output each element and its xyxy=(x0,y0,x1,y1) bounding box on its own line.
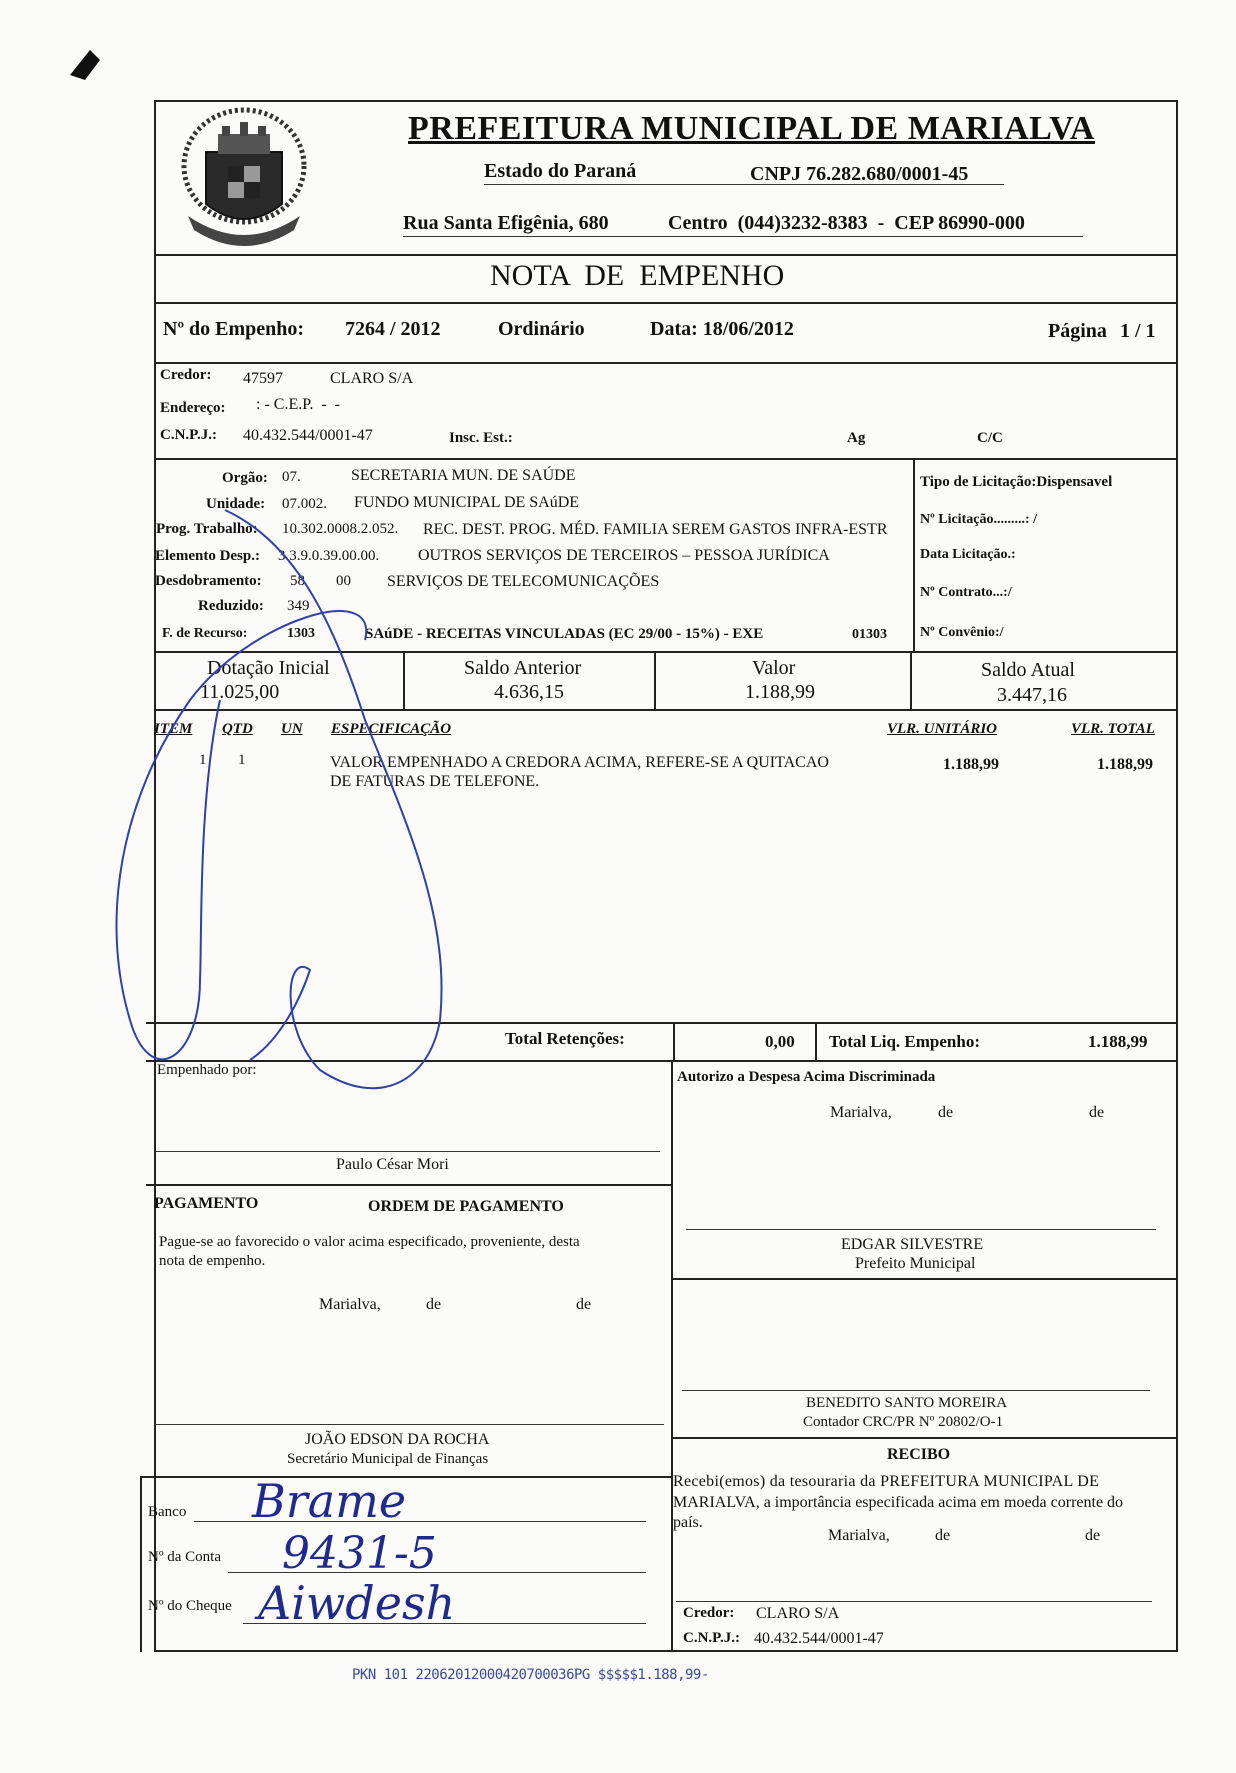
desdob-name: SERVIÇOS DE TELECOMUNICAÇÕES xyxy=(387,573,660,590)
pagamento-de-2: de xyxy=(576,1296,592,1313)
dotacao-value: 11.025,00 xyxy=(200,681,280,703)
footer-code: PKN 101 22062012000420700036PG $$$$$1.188,99- xyxy=(352,1667,709,1683)
valor-value: 1.188,99 xyxy=(745,681,815,703)
endereco: : - C.E.P. - - xyxy=(256,396,340,413)
autorizo-de-2: de xyxy=(1089,1104,1105,1121)
total-liq-label: Total Liq. Empenho: xyxy=(829,1032,980,1051)
col-vlr-unitario: VLR. UNITÁRIO xyxy=(887,721,998,737)
recurso-code: 1303 xyxy=(287,626,315,641)
city-title: PREFEITURA MUNICIPAL DE MARIALVA xyxy=(408,110,1095,147)
pagamento-text-2: nota de empenho. xyxy=(159,1253,266,1269)
prog-code: 10.302.0008.2.052. xyxy=(282,521,399,537)
recibo-de-2: de xyxy=(1085,1527,1101,1544)
page-number: 1 / 1 xyxy=(1120,320,1156,342)
row-qtd: 1 xyxy=(238,752,246,768)
pen-signature-loop xyxy=(80,500,480,1120)
col-qtd: QTD xyxy=(222,721,253,737)
empenho-type: Ordinário xyxy=(498,318,585,340)
recibo-title: RECIBO xyxy=(887,1446,951,1463)
contador-name: BENEDITO SANTO MOREIRA xyxy=(806,1395,1008,1411)
pagamento-text-1: Pague-se ao favorecido o valor acima especificado, proveniente, desta xyxy=(159,1234,580,1250)
recurso-name: SAúDE - RECEITAS VINCULADAS (EC 29/00 - 15%) - EXE xyxy=(365,626,764,642)
handwritten-banco: Brame xyxy=(252,1474,407,1528)
endereco-label: Endereço: xyxy=(160,400,226,416)
prog-name: REC. DEST. PROG. MÉD. FAMILIA SEREM GASTOS INFRA-ESTR xyxy=(423,521,888,538)
recibo-cnpj: 40.432.544/0001-47 xyxy=(754,1630,884,1647)
recibo-credor-label: Credor: xyxy=(683,1605,735,1621)
licitacao-data: Data Licitação.: xyxy=(920,547,1016,562)
desdob-code: 58 xyxy=(290,573,305,589)
secretario-title: Secretário Municipal de Finanças xyxy=(287,1451,489,1467)
recibo-place: Marialva, xyxy=(828,1527,890,1544)
row-desc-2: DE FATURAS DE TELEFONE. xyxy=(330,773,540,790)
autorizo-place: Marialva, xyxy=(830,1104,892,1121)
doc-title: NOTA DE EMPENHO xyxy=(490,259,785,292)
row-desc-1: VALOR EMPENHADO A CREDORA ACIMA, REFERE-SE A QUITACAO xyxy=(330,754,829,771)
licitacao-contrato: Nº Contrato...:/ xyxy=(920,585,1012,600)
autorizo-de-1: de xyxy=(938,1104,954,1121)
saldo-anterior-value: 4.636,15 xyxy=(494,681,564,703)
prog-label: Prog. Trabalho: xyxy=(156,521,258,537)
ordem-label: ORDEM DE PAGAMENTO xyxy=(368,1198,564,1215)
ag-label: Ag xyxy=(847,430,866,446)
licitacao-numero: Nº Licitação.........: / xyxy=(920,512,1037,527)
elemento-code: 3.3.9.0.39.00.00. xyxy=(278,548,380,564)
col-item: ITEM xyxy=(154,721,193,737)
row-item: 1 xyxy=(199,752,207,768)
reduzido: 349 xyxy=(287,598,310,614)
saldo-anterior-label: Saldo Anterior xyxy=(464,657,582,679)
handwritten-conta: 9431-5 xyxy=(282,1528,437,1579)
city-crest-icon xyxy=(178,104,310,250)
empenho-number: 7264 / 2012 xyxy=(345,318,441,340)
credor-label: Credor: xyxy=(160,367,212,383)
recurso-num: 01303 xyxy=(852,627,887,642)
cnpj-label: C.N.P.J.: xyxy=(160,427,217,443)
row-total-value: 1.188,99 xyxy=(1097,756,1153,773)
cc-label: C/C xyxy=(977,430,1003,446)
credor-cnpj: 40.432.544/0001-47 xyxy=(243,427,373,444)
licitacao-convenio: Nº Convênio:/ xyxy=(920,625,1004,640)
pagamento-place: Marialva, xyxy=(319,1296,381,1313)
pagamento-de-1: de xyxy=(426,1296,442,1313)
orgao-label: Orgão: xyxy=(222,470,268,486)
banco-label: Banco xyxy=(148,1504,187,1520)
orgao-name: SECRETARIA MUN. DE SAÚDE xyxy=(351,467,576,484)
col-un: UN xyxy=(281,721,303,737)
elemento-label: Elemento Desp.: xyxy=(155,548,260,564)
recibo-line-3: país. xyxy=(673,1514,703,1531)
row-unit-value: 1.188,99 xyxy=(943,756,999,773)
cheque-label: Nº do Cheque xyxy=(148,1598,232,1614)
empenho-label: Nº do Empenho: xyxy=(163,318,305,340)
secretario-name: JOÃO EDSON DA ROCHA xyxy=(305,1431,490,1448)
state-name: Estado do Paraná xyxy=(484,160,637,182)
prefeito-name: EDGAR SILVESTRE xyxy=(841,1236,984,1253)
empenhado-label: Empenhado por: xyxy=(157,1062,257,1078)
unidade-code: 07.002. xyxy=(282,496,327,512)
orgao-code: 07. xyxy=(282,469,301,485)
empenho-date: Data: 18/06/2012 xyxy=(650,318,794,340)
contador-title: Contador CRC/PR Nº 20802/O-1 xyxy=(803,1414,1004,1430)
recibo-cnpj-label: C.N.P.J.: xyxy=(683,1630,740,1646)
insc-label: Insc. Est.: xyxy=(449,430,513,446)
desdob-label: Desdobramento: xyxy=(155,573,262,589)
saldo-atual-value: 3.447,16 xyxy=(997,684,1067,706)
dotacao-label: Dotação Inicial xyxy=(207,657,330,679)
unidade-label: Unidade: xyxy=(206,496,266,512)
total-liq-value: 1.188,99 xyxy=(1088,1032,1148,1051)
col-especificacao: ESPECIFICAÇÃO xyxy=(331,721,452,737)
reduzido-label: Reduzido: xyxy=(198,598,264,614)
conta-label: Nº da Conta xyxy=(148,1549,221,1565)
autorizo-label: Autorizo a Despesa Acima Discriminada xyxy=(677,1069,936,1085)
credor-name: CLARO S/A xyxy=(330,370,414,387)
credor-code: 47597 xyxy=(243,370,283,387)
unidade-name: FUNDO MUNICIPAL DE SAúDE xyxy=(354,494,580,511)
elemento-name: OUTROS SERVIÇOS DE TERCEIROS – PESSOA JURÍDICA xyxy=(418,547,830,564)
prefeito-title: Prefeito Municipal xyxy=(855,1255,976,1272)
recibo-credor-name: CLARO S/A xyxy=(756,1605,840,1622)
retencoes-label: Total Retenções: xyxy=(505,1029,625,1048)
valor-label: Valor xyxy=(752,657,796,679)
handwritten-cheque: Aiwdesh xyxy=(258,1576,456,1630)
licitacao-tipo: Tipo de Licitação:Dispensavel xyxy=(920,474,1113,490)
col-vlr-total: VLR. TOTAL xyxy=(1071,721,1155,737)
pagamento-label: PAGAMENTO xyxy=(154,1195,259,1212)
page-label: Página xyxy=(1048,320,1107,342)
empenhado-name: Paulo César Mori xyxy=(336,1156,449,1173)
recibo-line-2: MARIALVA, a importância especificada acima em moeda corrente do xyxy=(673,1494,1124,1511)
retencoes-value: 0,00 xyxy=(765,1032,795,1051)
scan-mark xyxy=(30,30,130,100)
desdob-sub: 00 xyxy=(336,573,351,589)
city-address: Rua Santa Efigênia, 680 xyxy=(403,212,609,234)
saldo-atual-label: Saldo Atual xyxy=(981,659,1075,681)
recibo-de-1: de xyxy=(935,1527,951,1544)
recurso-label: F. de Recurso: xyxy=(162,626,248,641)
city-contact: Centro (044)3232-8383 - CEP 86990-000 xyxy=(668,212,1025,234)
recibo-line-1: Recebi(emos) da tesouraria da PREFEITURA MUNICIPAL DE xyxy=(673,1473,1100,1490)
city-cnpj: CNPJ 76.282.680/0001-45 xyxy=(750,163,969,185)
